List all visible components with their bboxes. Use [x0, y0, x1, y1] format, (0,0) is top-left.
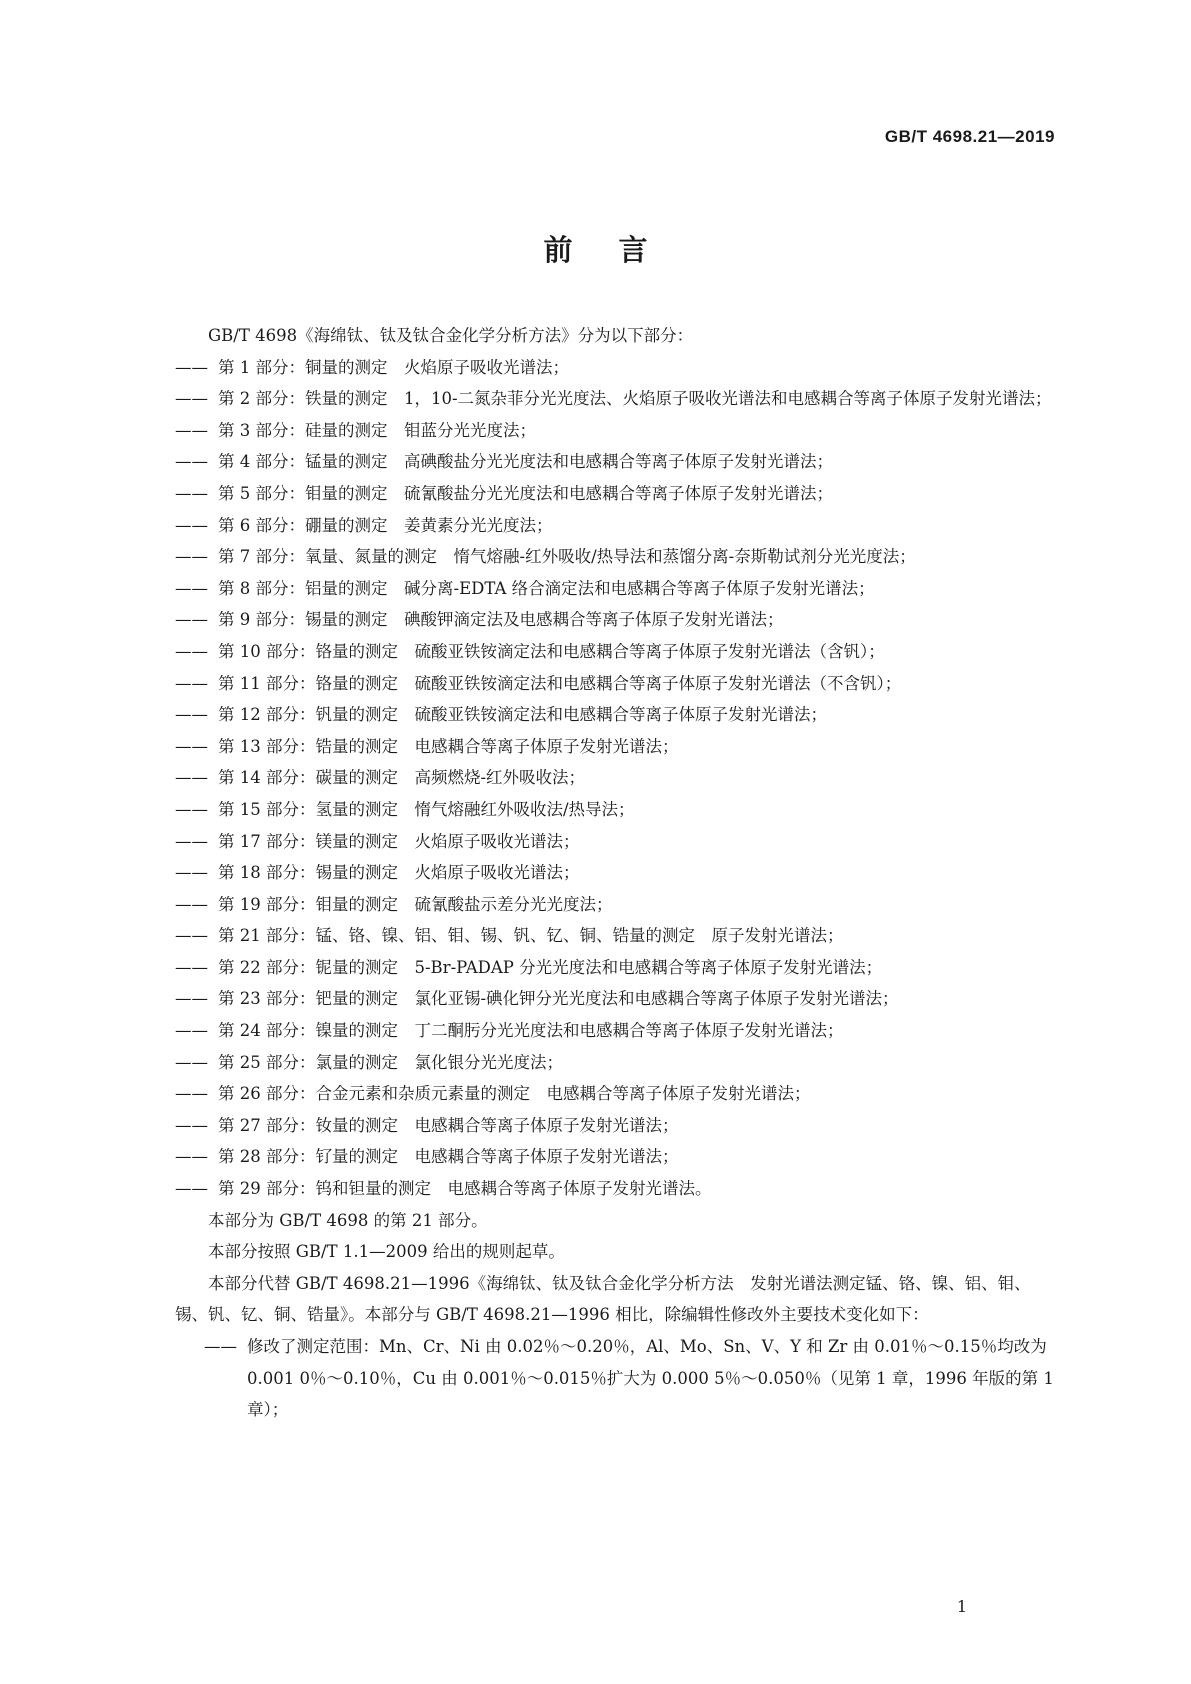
- dash-mark: ——: [175, 894, 208, 914]
- list-item: [175, 573, 1060, 605]
- list-item: [175, 699, 1060, 731]
- dash-mark: ——: [175, 1052, 208, 1072]
- replacement-statement: 本部分代替 GB/T 4698.21—1996《海绵钛、钛及钛合金化学分析方法 发射光谱法测定锰、铬、镍、铝、钼、锡、钒、钇、铜、锆量》。本部分与 GB/T 4698.21—1996 相比，除编辑性修改外主要技术变化如下：: [175, 1273, 1031, 1325]
- list-item-text: 第 22 部分：铌量的测定 5-Br-PADAP 分光光度法和电感耦合等离子体原子发射光谱法；: [218, 957, 883, 977]
- list-item-text: 第 12 部分：钒量的测定 硫酸亚铁铵滴定法和电感耦合等离子体原子发射光谱法；: [218, 705, 827, 725]
- dash-mark: ——: [175, 420, 208, 440]
- list-item-text: 第 3 部分：硅量的测定 钼蓝分光光度法；: [218, 420, 536, 440]
- dash-mark: ——: [175, 863, 208, 883]
- dash-mark: ——: [175, 547, 208, 567]
- dash-mark: ——: [175, 1021, 208, 1041]
- list-item-text: 第 1 部分：铜量的测定 火焰原子吸收光谱法；: [218, 357, 569, 377]
- list-item: [175, 478, 1060, 510]
- list-item-text: 第 25 部分：氯量的测定 氯化银分光光度法；: [218, 1052, 563, 1072]
- list-item-text: 第 6 部分：硼量的测定 姜黄素分光光度法；: [218, 515, 553, 535]
- list-item: [175, 857, 1060, 889]
- dash-mark: ——: [175, 957, 208, 977]
- list-item: [175, 510, 1060, 542]
- list-item-text: 第 4 部分：锰量的测定 高碘酸盐分光光度法和电感耦合等离子体原子发射光谱法；: [218, 452, 833, 472]
- dash-mark: ——: [175, 1084, 208, 1104]
- part-statement: 本部分为 GB/T 4698 的第 21 部分。: [208, 1210, 488, 1230]
- list-item: [175, 668, 1060, 700]
- list-item: [175, 415, 1060, 447]
- dash-mark: ——: [175, 515, 208, 535]
- list-item-text: 第 8 部分：铝量的测定 碱分离-EDTA 络合滴定法和电感耦合等离子体原子发射光谱法；: [218, 578, 875, 598]
- dash-mark: ——: [175, 610, 208, 630]
- list-item-text: 第 7 部分：氧量、氮量的测定 惰气熔融-红外吸收/热导法和蒸馏分离-奈斯勒试剂分光光度法；: [218, 547, 916, 567]
- standard-number: GB/T 4698.21—2019: [884, 127, 1055, 146]
- list-item: [175, 983, 1060, 1015]
- list-item: [175, 920, 1060, 952]
- dash-mark: ——: [175, 1179, 208, 1199]
- list-item-text: 第 29 部分：钨和钽量的测定 电感耦合等离子体原子发射光谱法。: [218, 1179, 712, 1199]
- dash-mark: ——: [175, 799, 208, 819]
- list-item-text: 第 15 部分：氢量的测定 惰气熔融红外吸收法/热导法；: [218, 799, 635, 819]
- list-item-text: 第 9 部分：锡量的测定 碘酸钾滴定法及电感耦合等离子体原子发射光谱法；: [218, 610, 784, 630]
- dash-mark: ——: [175, 1115, 208, 1135]
- list-item: [175, 731, 1060, 763]
- list-item: [175, 952, 1060, 984]
- list-item-text: 第 2 部分：铁量的测定 1，10-二氮杂菲分光光度法、火焰原子吸收光谱法和电感耦合等离子体原子发射光谱法；: [218, 389, 1052, 409]
- page-title: 前言: [543, 233, 694, 267]
- list-item: [175, 1331, 1060, 1426]
- dash-mark: ——: [175, 578, 208, 598]
- dash-mark: ——: [175, 989, 208, 1009]
- list-item: [175, 889, 1060, 921]
- dash-mark: ——: [175, 673, 208, 693]
- list-item: [175, 1141, 1060, 1173]
- list-item: [175, 352, 1060, 384]
- changes-list: [175, 1331, 1060, 1426]
- list-item: [175, 636, 1060, 668]
- dash-mark: ——: [204, 1337, 237, 1356]
- list-item-text: 第 11 部分：铬量的测定 硫酸亚铁铵滴定法和电感耦合等离子体原子发射光谱法（不含钒）；: [218, 673, 902, 693]
- dash-mark: ——: [175, 357, 208, 377]
- foreword-body: [175, 320, 1060, 1426]
- dash-mark: ——: [175, 452, 208, 472]
- list-item-text: 第 17 部分：镁量的测定 火焰原子吸收光谱法；: [218, 831, 580, 851]
- list-item: [175, 1015, 1060, 1047]
- list-item: [175, 1110, 1060, 1142]
- list-item-text: 第 27 部分：钕量的测定 电感耦合等离子体原子发射光谱法；: [218, 1115, 679, 1135]
- list-item-text: 修改了测定范围：Mn、Cr、Ni 由 0.02％～0.20％，Al、Mo、Sn、V、Y 和 Zr 由 0.01％～0.15％均改为 0.001 0％～0.10％，Cu 由 0.001％～0.015％扩大为 0.000 5％～0.050％（见第 1 章，1996 年版的第 1 章）；: [247, 1337, 1054, 1420]
- list-item-text: 第 26 部分：合金元素和杂质元素量的测定 电感耦合等离子体原子发射光谱法；: [218, 1084, 811, 1104]
- list-item: [175, 794, 1060, 826]
- dash-mark: ——: [175, 831, 208, 851]
- dash-mark: ——: [175, 736, 208, 756]
- list-item: [175, 541, 1060, 573]
- parts-list: [175, 352, 1060, 1205]
- list-item: [175, 762, 1060, 794]
- list-item-text: 第 13 部分：锆量的测定 电感耦合等离子体原子发射光谱法；: [218, 736, 679, 756]
- list-item-text: 第 24 部分：镍量的测定 丁二酮肟分光光度法和电感耦合等离子体原子发射光谱法；: [218, 1021, 844, 1041]
- list-item: [175, 604, 1060, 636]
- list-item: [175, 826, 1060, 858]
- list-item-text: 第 21 部分：锰、铬、镍、铝、钼、锡、钒、钇、铜、锆量的测定 原子发射光谱法；: [218, 926, 844, 946]
- intro-paragraph: GB/T 4698《海绵钛、钛及钛合金化学分析方法》分为以下部分：: [208, 326, 694, 345]
- page-number: 1: [956, 1597, 967, 1616]
- list-item: [175, 383, 1060, 415]
- list-item-text: 第 14 部分：碳量的测定 高频燃烧-红外吸收法；: [218, 768, 586, 788]
- dash-mark: ——: [175, 641, 208, 661]
- list-item: [175, 446, 1060, 478]
- list-item-text: 第 23 部分：钯量的测定 氯化亚锡-碘化钾分光光度法和电感耦合等离子体原子发射光谱法；: [218, 989, 899, 1009]
- list-item: [175, 1173, 1060, 1205]
- dash-mark: ——: [175, 926, 208, 946]
- list-item-text: 第 28 部分：钌量的测定 电感耦合等离子体原子发射光谱法；: [218, 1147, 679, 1167]
- drafting-rule-statement: 本部分按照 GB/T 1.1—2009 给出的规则起草。: [208, 1242, 565, 1262]
- dash-mark: ——: [175, 705, 208, 725]
- list-item-text: 第 18 部分：锡量的测定 火焰原子吸收光谱法；: [218, 863, 580, 883]
- dash-mark: ——: [175, 483, 208, 503]
- dash-mark: ——: [175, 1147, 208, 1167]
- list-item-text: 第 10 部分：铬量的测定 硫酸亚铁铵滴定法和电感耦合等离子体原子发射光谱法（含钒）；: [218, 641, 885, 661]
- list-item: [175, 1078, 1060, 1110]
- dash-mark: ——: [175, 768, 208, 788]
- list-item-text: 第 19 部分：钼量的测定 硫氰酸盐示差分光光度法；: [218, 894, 613, 914]
- dash-mark: ——: [175, 389, 208, 409]
- list-item-text: 第 5 部分：钼量的测定 硫氰酸盐分光光度法和电感耦合等离子体原子发射光谱法；: [218, 483, 833, 503]
- list-item: [175, 1047, 1060, 1079]
